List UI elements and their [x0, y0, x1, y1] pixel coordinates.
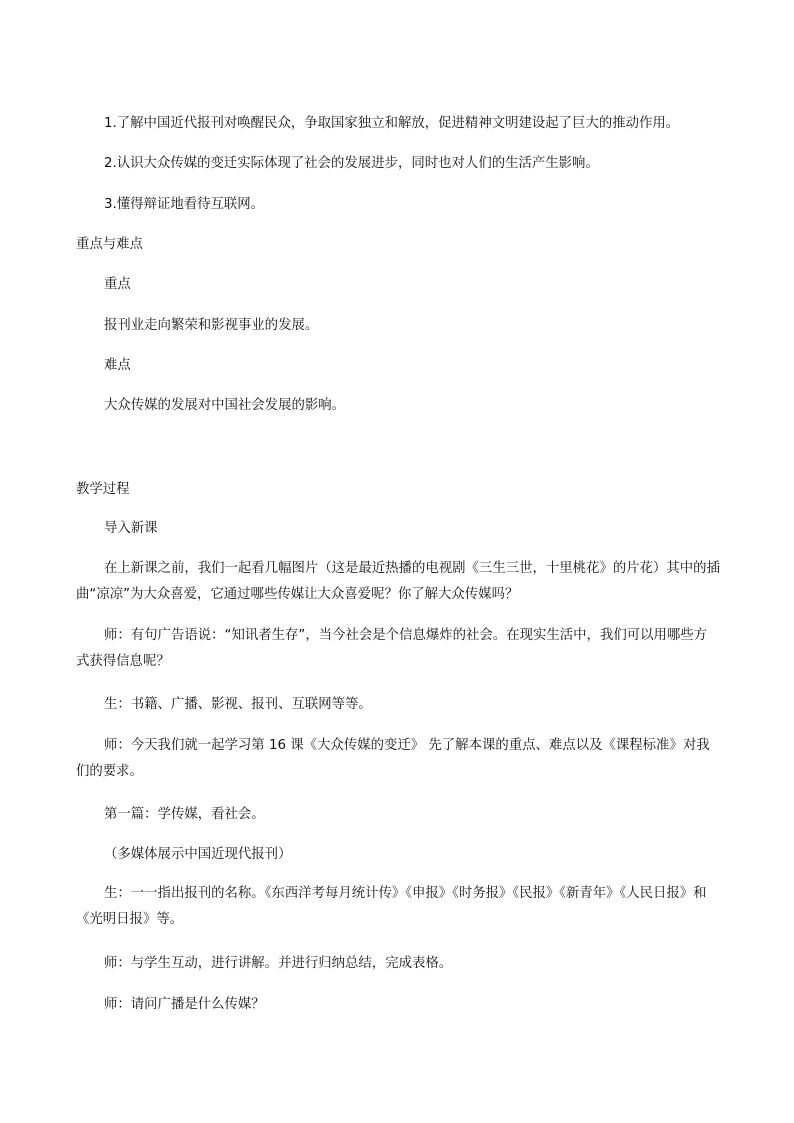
difficulty-text: 大众传媒的发展对中国社会发展的影响。 — [104, 398, 346, 413]
goal-2: 2.认识大众传媒的变迁实际体现了社会的发展进步，同时也对人们的生活产生影响。 — [104, 156, 599, 171]
section-heading-process: 教学过程 — [76, 482, 130, 497]
teacher-question-1: 师：有句广告语说：“知讯者生存”，当今社会是个信息爆炸的社会。在现实生活中，我们可以用哪些方式获得信息呢？ — [76, 628, 708, 669]
key-text: 报刊业走向繁荣和影视事业的发展。 — [104, 318, 319, 333]
teacher-question-4: 师：请问广播是什么传媒？ — [104, 997, 265, 1012]
goal-1: 1.了解中国近代报刊对唤醒民众，争取国家独立和解放，促进精神文明建设起了巨大的推动作用。 — [104, 116, 680, 131]
difficulty-label: 难点 — [104, 358, 131, 373]
intro-label: 导入新课 — [104, 521, 158, 536]
student-answer-1: 生：书籍、广播、影视、报刊、互联网等等。 — [104, 697, 372, 712]
part-1-heading: 第一篇：学传媒，看社会。 — [104, 807, 265, 822]
key-label: 重点 — [104, 277, 131, 292]
goal-3: 3.懂得辩证地看待互联网。 — [104, 197, 265, 212]
student-answer-2: 生：一一指出报刊的名称。《东西洋考每月统计传》《申报》《时务报》《民报》《新青年》《人民日报》和《光明日报》等。 — [76, 886, 707, 927]
teacher-answer-3: 师：与学生互动，进行讲解。并进行归纳总结，完成表格。 — [104, 956, 453, 971]
teacher-question-2: 师：今天我们就一起学习第 16 课《大众传媒的变迁》 先了解本课的重点、难点以及《课程标准》对我们的要求。 — [76, 738, 710, 779]
media-note: （多媒体展示中国近现代报刊） — [104, 847, 292, 862]
intro-paragraph: 在上新课之前，我们一起看几幅图片（这是最近热播的电视剧《三生三世，十里桃花》的片花）其中的插曲“凉凉”为大众喜爱，它通过哪些传媒让大众喜爱呢？你了解大众传媒吗？ — [76, 561, 720, 602]
section-heading-key-points: 重点与难点 — [76, 237, 143, 252]
